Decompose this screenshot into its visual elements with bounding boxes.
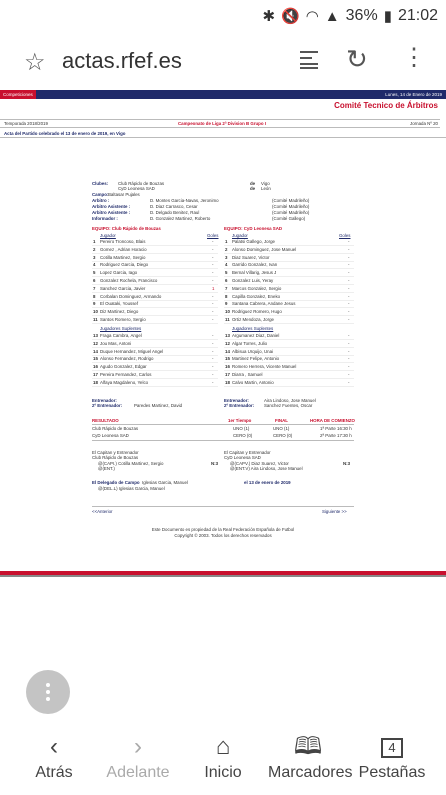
player-goals: - (348, 301, 350, 307)
player-number: 15 (225, 356, 230, 362)
table-row (224, 262, 354, 269)
hora-label: HORA DE COMIENZO (310, 418, 355, 423)
chevron-right-icon: › (134, 733, 142, 760)
player-number: 4 (225, 262, 228, 268)
equipo-home-title: EQUIPO: Club Rápido de Bouzas (92, 226, 161, 231)
cap-away-club: CyD Leonesa SAD (224, 455, 261, 460)
player-name: Sanchez Garcia, Javier (100, 285, 146, 291)
player-number: 9 (225, 301, 228, 307)
battery-percent: 36% (345, 7, 378, 24)
table-row (224, 364, 354, 371)
player-name: Algar Torres, Julio (232, 340, 268, 346)
player-name: Fraga Cambra, Angel (100, 333, 142, 338)
home-icon: ⌂ (215, 733, 231, 760)
player-name: Calvo Martin, Antonio (232, 379, 274, 385)
delegado-2: @(DEL.L) Iglesias Garcia, Manuel (98, 486, 165, 491)
book-icon: 🕮 (293, 733, 323, 760)
player-name: Romero Herrera, Vicente Manuel (232, 364, 297, 370)
dot-icon (46, 690, 50, 694)
player-name: Gonzalez Rochela, Francisco (100, 278, 158, 283)
player-goals: - (212, 340, 214, 346)
entrenador2-label: 2º Entrenador: (224, 403, 255, 408)
competition: Campeonato de Liga 2ª Division B Grupo I (178, 121, 266, 126)
away-coach: Aira Lindoso, Jose Manuel (264, 398, 316, 403)
player-goals: - (348, 333, 350, 338)
tabs-label: Pestañas (358, 764, 426, 781)
official-role: Arbitro : (92, 198, 110, 203)
player-number: 8 (225, 293, 228, 299)
table-row (92, 262, 218, 269)
player-goals: - (348, 317, 350, 322)
table-row (92, 364, 218, 371)
player-name: Gomez , Adrian Horacio (100, 246, 147, 252)
player-name: El Ouataki, Youssef (100, 301, 139, 307)
player-name: Duque Hernandez, Miguel Angel (100, 348, 164, 354)
player-number: 2 (225, 246, 228, 252)
player-name: Bernal Villarig, Jesus J (232, 270, 277, 276)
divider (92, 424, 354, 425)
table-row (224, 309, 354, 316)
table-row (224, 270, 354, 277)
player-name: Alfaya Magdaleno, Yelco (100, 379, 149, 385)
bluetooth-icon: ✱ (262, 8, 276, 25)
player-goals: - (212, 317, 214, 322)
acta-title: Acta del Partido celebrado el 13 de enero de 2019, en Vigo (4, 131, 126, 136)
player-name: Marcos Gonzalez, Sergio (232, 285, 282, 291)
player-number: 15 (93, 356, 98, 362)
signal-icon: ▲ (324, 7, 340, 25)
table-row (92, 341, 218, 348)
res-away-1t: CERO (0) (233, 433, 253, 438)
bottom-navigation (0, 730, 446, 795)
away-coach2: Sanchez Fuentes, Oscar (264, 403, 313, 408)
player-name: Diaz Suarez, Victor (232, 254, 270, 260)
cap-home-club: Club Rápido de Bouzas (92, 455, 139, 460)
divider (92, 506, 354, 507)
reload-icon[interactable]: ↻ (346, 44, 368, 74)
player-goals: - (348, 309, 350, 315)
anterior-link[interactable]: <<Anterior (92, 509, 113, 514)
table-row (224, 349, 354, 356)
player-goals: - (348, 379, 350, 385)
player-goals: - (348, 293, 350, 299)
table-row (224, 247, 354, 254)
player-number: 7 (93, 285, 96, 291)
forward-label: Adelante (106, 764, 170, 781)
campo: Baltasar Pujales (108, 192, 140, 197)
player-name: Pereira Fernandez, Carlos (100, 372, 152, 377)
jornada: Jornada Nº 20 (410, 121, 438, 126)
official-comite: (Comité Madrileño) (272, 198, 310, 203)
player-number: 1 (225, 239, 228, 244)
player-goals: - (212, 379, 214, 385)
player-goals: - (212, 372, 214, 377)
city-home: Vigo (261, 181, 270, 186)
player-name: Alonso Fernandez, Rodrigo (100, 356, 154, 362)
reader-mode-icon[interactable] (298, 48, 320, 70)
table-row (92, 286, 218, 293)
table-row (224, 239, 354, 246)
col-jugador: Jugador (232, 233, 248, 238)
player-goals: - (348, 356, 350, 362)
back-button[interactable] (14, 730, 94, 782)
web-page (0, 90, 446, 576)
player-number: 18 (93, 379, 98, 385)
official-comite: (Comité Madrileño) (272, 204, 310, 209)
player-goals: - (212, 246, 214, 252)
table-row (224, 372, 354, 379)
player-number: 11 (93, 317, 98, 322)
mute-icon: 🔇 (281, 8, 300, 25)
official-name: D. Delgado Benitez, Raul (150, 210, 200, 215)
res-home-final: UNO (1) (273, 426, 290, 431)
player-goals: - (212, 254, 214, 260)
player-number: 12 (225, 340, 230, 346)
table-row (92, 333, 218, 340)
season: Temporada 2018/2019 (4, 121, 48, 126)
player-name: Garrido Gonzalez, Ivan (232, 262, 278, 268)
res-away-final: CERO (0) (273, 433, 293, 438)
clubs-label: Clubes: (92, 181, 109, 186)
cap-home-1: @(CAPI.) Cotilla Martinez, Sergio (98, 461, 164, 466)
official-name: D. Diaz Carrasco, Cesar (150, 204, 198, 209)
player-number: 4 (93, 262, 96, 268)
delegado-name: Iglesias Garcia, Manuel (142, 480, 188, 485)
table-row (224, 356, 354, 363)
player-number: 16 (93, 364, 98, 370)
de-label: de (250, 186, 256, 191)
player-number: 10 (225, 309, 230, 315)
player-goals: - (212, 262, 214, 268)
page-date: Lunes, 14 de Enero de 2019 (385, 92, 442, 97)
status-bar (0, 0, 446, 32)
player-name: Palatsi Gallego, Jorge (232, 239, 275, 244)
player-number: 16 (225, 364, 230, 370)
player-number: 17 (93, 372, 98, 377)
table-row (224, 341, 354, 348)
tab-competiciones[interactable]: Competiciones (0, 90, 36, 99)
bookmarks-label: Marcadores (268, 764, 353, 781)
table-row (224, 294, 354, 301)
table-row (92, 309, 218, 316)
player-number: 3 (225, 254, 228, 260)
player-name: Corbalan Dominguez, Armando (100, 293, 162, 299)
player-number: 13 (93, 333, 98, 338)
page-title: Comité Tecnico de Árbitros (334, 101, 438, 110)
chevron-left-icon: ‹ (50, 733, 58, 760)
player-name: Albisua Urquijo, Unai (232, 348, 273, 354)
res-home-1t: UNO (1) (233, 426, 250, 431)
player-name: Santos Romero, Sergio (100, 317, 146, 322)
table-row (92, 380, 218, 387)
player-goals: - (212, 309, 214, 315)
primer-tiempo-label: 1er Tiempo (228, 418, 252, 423)
tabs-icon (352, 730, 432, 764)
browser-toolbar (0, 40, 446, 82)
player-goals: 1 (212, 285, 215, 291)
player-goals: - (212, 278, 214, 283)
battery-icon: ▮ (383, 8, 392, 25)
player-number: 2 (93, 246, 96, 252)
player-name: Pereiro Troncoso, Blais (100, 239, 146, 244)
player-number: 8 (93, 293, 96, 299)
clock: 21:02 (397, 7, 438, 24)
player-name: Diz Martinez, Diego (100, 309, 139, 315)
player-goals: - (348, 270, 350, 276)
tabs-button[interactable] (352, 730, 432, 782)
player-goals: - (212, 333, 214, 338)
table-row (92, 247, 218, 254)
resultado-label: RESULTADO (92, 418, 119, 423)
player-number: 14 (225, 348, 230, 354)
floating-menu-button[interactable] (26, 670, 70, 714)
player-number: 6 (225, 278, 228, 283)
campo-label: Campo: (92, 192, 109, 197)
official-role: Arbitro Asistente : (92, 210, 131, 215)
season-row (0, 119, 440, 128)
player-goals: - (348, 254, 350, 260)
home-button[interactable] (183, 730, 263, 782)
official-role: Informador : (92, 216, 118, 221)
table-row (92, 356, 218, 363)
res-home-hora: 1ª Parte 16:30 h (320, 426, 352, 431)
table-row (224, 333, 354, 340)
entrenador-label: Entrenador: (92, 398, 117, 403)
url-field[interactable]: actas.rfef.es (62, 48, 182, 73)
divider (92, 440, 354, 441)
table-row (224, 380, 354, 387)
player-name: Rodriguez Romero, Hugo (232, 309, 282, 315)
tab-count: 4 (381, 738, 403, 758)
player-number: 7 (225, 285, 228, 291)
player-goals: - (348, 278, 350, 283)
more-menu-icon[interactable]: ⋮ (402, 44, 426, 71)
player-number: 5 (225, 270, 228, 276)
player-goals: - (348, 262, 350, 268)
club-home: Club Rápido de Bouzas (118, 181, 165, 186)
player-number: 11 (225, 317, 230, 322)
player-name: Jou Mas, Antoni (100, 340, 132, 346)
player-number: 13 (225, 333, 230, 338)
equipo-away-title: EQUIPO: CyD Leonesa SAD (224, 226, 283, 231)
dot-icon (46, 683, 50, 687)
player-goals: - (348, 348, 350, 354)
player-name: Gonzalez Luis, Yeray (232, 278, 274, 283)
table-row (224, 301, 354, 308)
player-goals: - (348, 246, 350, 252)
cap-home-n: N:3 (211, 461, 219, 466)
col-goles: Goles (207, 233, 219, 238)
player-number: 18 (225, 379, 230, 385)
player-name: Lopez Garcia, Iago (100, 270, 138, 276)
res-away-name: CyD Leonesa SAD (92, 433, 129, 438)
player-number: 1 (93, 239, 96, 244)
player-goals: - (212, 348, 214, 354)
dot-icon (46, 697, 50, 701)
official-comite: (Comité Madrileño) (272, 210, 310, 215)
home-subs-title: Jugadores Suplentes (100, 326, 142, 331)
res-home-name: Club Rápido de Bouzas (92, 426, 139, 431)
table-row (92, 255, 218, 262)
table-row (92, 278, 218, 285)
home-coach2: Paredes Martinez, David (134, 403, 183, 408)
player-goals: - (212, 239, 214, 244)
table-row (92, 301, 218, 308)
player-name: Rodriguez Garcia, Diego (100, 262, 149, 268)
table-row (92, 239, 218, 246)
player-goals: - (212, 301, 214, 307)
table-row (224, 317, 354, 324)
cap-away-n: N:3 (343, 461, 351, 466)
cap-home-2: @(ENT.) (98, 466, 115, 471)
footer-line-2: Copyright © 2003. Todos los derechos reservados (174, 533, 272, 538)
player-number: 17 (225, 372, 230, 377)
club-away: CyD Leonesa SAD (118, 186, 155, 191)
delegado-label: El Delegado de Campo (92, 480, 140, 485)
player-name: Ortiz Mendoza, Jorge (232, 317, 274, 322)
table-row (92, 294, 218, 301)
table-row (92, 317, 218, 324)
footer-line-1: Este Documento es propiedad de la Real Federación Española de Futbol (151, 527, 295, 532)
player-number: 6 (93, 278, 96, 283)
res-away-hora: 2ª Parte 17:30 h (320, 433, 352, 438)
table-row (224, 255, 354, 262)
table-row (224, 286, 354, 293)
cap-away-1: @(CAPV.) Diaz Suarez, Victor (230, 461, 289, 466)
player-goals: - (212, 364, 214, 370)
player-number: 9 (93, 301, 96, 307)
player-goals: - (348, 239, 350, 244)
player-goals: - (348, 285, 350, 291)
player-goals: - (348, 372, 350, 377)
table-row (224, 278, 354, 285)
table-row (92, 372, 218, 379)
player-goals: - (348, 340, 350, 346)
de-label: de (250, 181, 256, 186)
player-number: 5 (93, 270, 96, 276)
player-number: 3 (93, 254, 96, 260)
entrenador-label: Entrenador: (224, 398, 249, 403)
capitan-label: El Capitan y Entrenador (224, 450, 271, 455)
player-name: Capilla Gonzalez, Eneko (232, 293, 281, 299)
player-number: 14 (93, 348, 98, 354)
capitan-label: El Capitan y Entrenador (92, 450, 139, 455)
player-number: 10 (93, 309, 98, 315)
away-subs-title: Jugadores Suplentes (232, 326, 274, 331)
player-goals: - (212, 356, 214, 362)
entrenador2-label: 2º Entrenador: (92, 403, 123, 408)
divider (0, 137, 446, 138)
player-number: 12 (93, 340, 98, 346)
col-goles: Goles (339, 233, 351, 238)
bookmark-star-icon[interactable]: ☆ (24, 49, 46, 76)
official-name: D. Gonzalez Martinez, Roberto (150, 216, 211, 221)
player-goals: - (348, 364, 350, 370)
player-name: Alonso Dominguez, Jose Manuel (232, 246, 297, 252)
table-row (92, 270, 218, 277)
player-name: Diarra , Samuel (232, 372, 263, 377)
bookmarks-button[interactable] (268, 730, 353, 782)
player-name: Martinez Felipe, Antonio (232, 356, 280, 362)
siguiente-link[interactable]: Siguiente >> (322, 509, 347, 514)
final-label: FINAL (275, 418, 288, 423)
official-name: D. Montes Garcia-Navas, Jeronimo (150, 198, 219, 203)
player-goals: - (212, 270, 214, 276)
back-label: Atrás (35, 764, 73, 781)
wifi-icon: ◠ (305, 8, 319, 25)
player-name: Argumanez Diaz, Daniel (232, 333, 280, 338)
page-footer-bar-shadow (0, 575, 446, 577)
player-name: Santana Cabrera, Andane Jesus (232, 301, 296, 307)
top-banner (0, 90, 446, 99)
official-role: Arbitro Asistente : (92, 204, 131, 209)
player-goals: - (212, 293, 214, 299)
forward-button[interactable] (98, 730, 178, 782)
player-name: Agudo Gonzalez, Edgar (100, 364, 147, 370)
official-comite: (Comité Gallego) (272, 216, 306, 221)
city-away: León (261, 186, 271, 191)
col-jugador: Jugador (100, 233, 116, 238)
delegado-date: el 13 de enero de 2019 (244, 480, 291, 485)
cap-away-2: @(ENT.V) Aira Lindoso, Jose Manuel (230, 466, 303, 471)
player-name: Cotilla Martinez, Sergio (100, 254, 146, 260)
home-label: Inicio (204, 764, 242, 781)
table-row (92, 349, 218, 356)
